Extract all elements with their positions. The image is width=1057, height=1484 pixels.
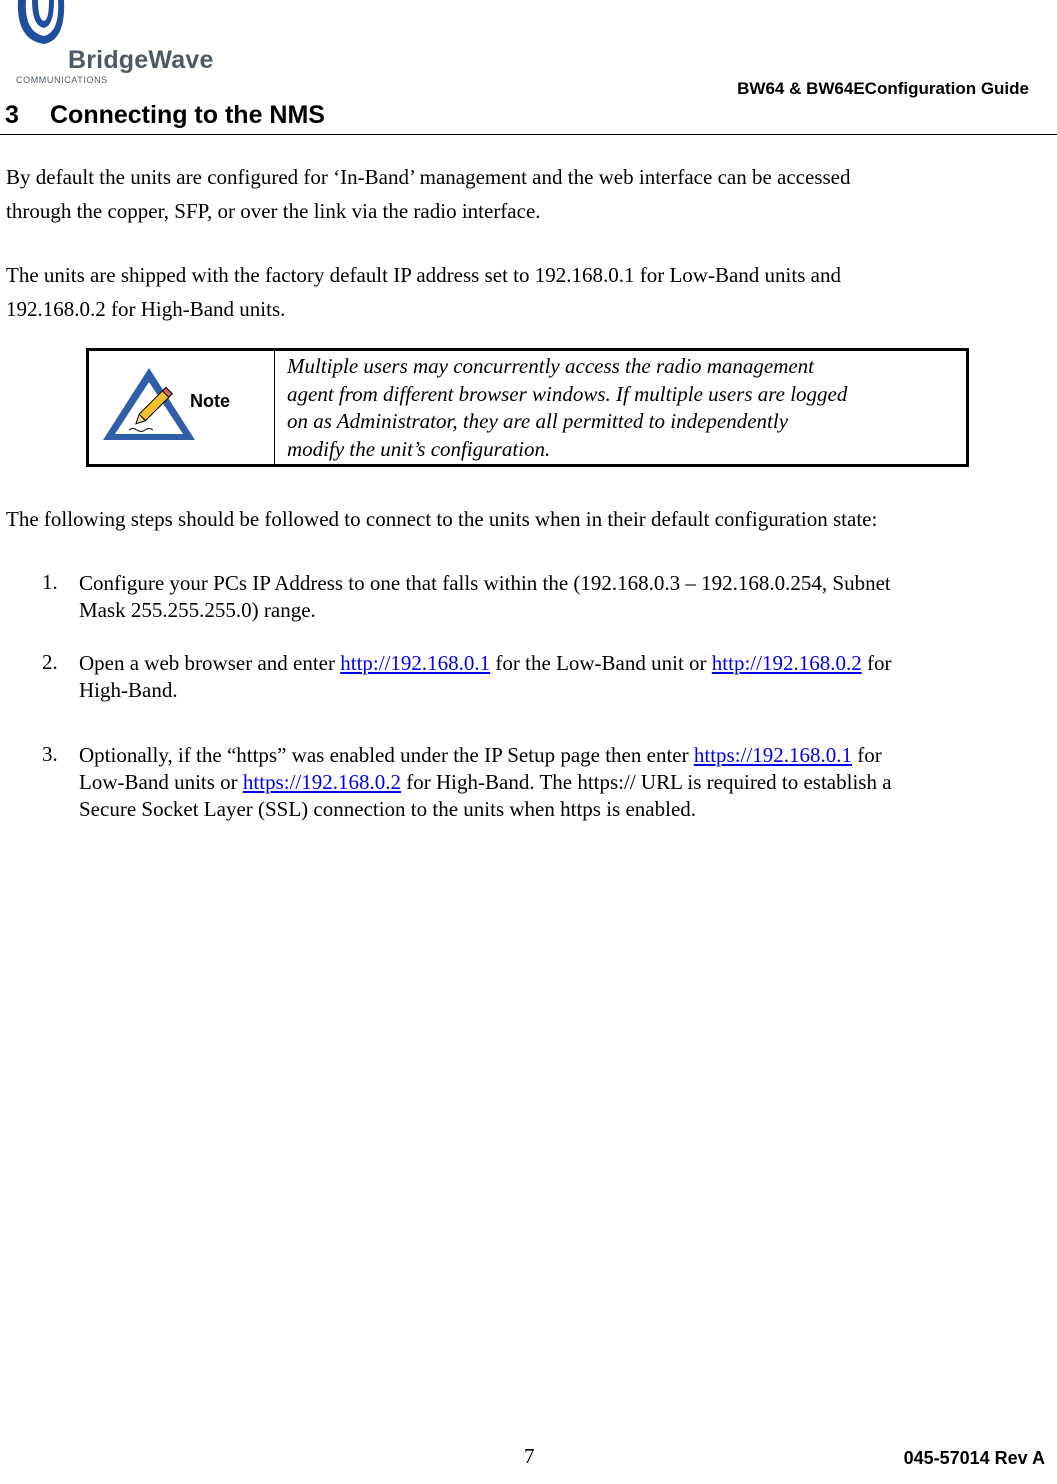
paragraph-line: By default the units are configured for ‘In-Band’ management and the web interface can be accessed: [6, 165, 851, 189]
company-logo: [14, 0, 214, 90]
note-icon-cell: [89, 351, 275, 464]
step-line: [79, 650, 1049, 677]
paragraph-default-ip: [6, 258, 1046, 326]
paragraph-line: 192.168.0.2 for High-Band units.: [6, 297, 286, 321]
step-text-span: for High-Band. The https:// URL is required to establish a: [401, 770, 892, 794]
note-box: [86, 348, 969, 467]
step-line: [79, 769, 1049, 796]
note-line: Multiple users may concurrently access the radio management: [287, 354, 815, 378]
step-text-span: for the Low-Band unit or: [490, 651, 712, 675]
note-label: Note: [190, 391, 230, 411]
note-text: [287, 353, 967, 463]
bridgewave-logo-icon: [14, 0, 74, 50]
step-text: [79, 650, 1049, 704]
section-number: 3: [5, 101, 19, 129]
low-band-http-link[interactable]: http://192.168.0.1: [340, 651, 491, 675]
note-line: agent from different browser windows. If multiple users are logged: [287, 381, 848, 406]
step-line: Configure your PCs IP Address to one that falls within the (192.168.0.3 – 192.168.0.254, Subnet: [79, 571, 891, 595]
document-revision: 045-57014 Rev A: [903, 1448, 1045, 1468]
step-line: Mask 255.255.255.0) range.: [79, 598, 316, 622]
paragraph-line: through the copper, SFP, or over the link via the radio interface.: [6, 199, 541, 223]
section-heading: [5, 101, 325, 130]
step-line: Secure Socket Layer (SSL) connection to the units when https is enabled.: [79, 797, 697, 821]
step-number: 2.: [42, 650, 58, 674]
note-line: on as Administrator, they are all permitted to independently: [287, 409, 789, 433]
step-line: High-Band.: [79, 678, 178, 702]
logo-wordmark: BridgeWave: [68, 46, 214, 74]
step-text-span: Open a web browser and enter: [79, 651, 341, 675]
step-number: 3.: [42, 742, 58, 766]
step-line: [79, 742, 1049, 769]
step-text-span: Low-Band units or: [79, 770, 243, 794]
high-band-https-link[interactable]: https://192.168.0.2: [242, 770, 402, 794]
step-number: 1.: [42, 570, 58, 594]
paragraph-in-band: [6, 160, 1046, 228]
high-band-http-link[interactable]: http://192.168.0.2: [711, 651, 862, 675]
low-band-https-link[interactable]: https://192.168.0.1: [693, 743, 852, 767]
note-pencil-icon: [99, 366, 199, 446]
paragraph-steps-intro: The following steps should be followed to connect to the units when in their default configuration state:: [6, 507, 878, 531]
page-number: 7: [524, 1444, 535, 1468]
step-text: [79, 742, 1049, 823]
step-text: [79, 570, 1049, 624]
step-text-span: for: [861, 651, 892, 675]
note-line: modify the unit’s configuration.: [287, 436, 551, 461]
document-title: BW64 & BW64EConfiguration Guide: [737, 79, 1029, 98]
step-text-span: Optionally, if the “https” was enabled under the IP Setup page then enter: [79, 743, 694, 767]
step-text-span: for: [851, 743, 882, 767]
paragraph-line: The units are shipped with the factory default IP address set to 192.168.0.1 for Low-Band units and: [6, 263, 841, 287]
section-title: Connecting to the NMS: [50, 101, 325, 129]
logo-subtitle: COMMUNICATIONS: [16, 75, 108, 85]
heading-rule: [0, 134, 1057, 135]
